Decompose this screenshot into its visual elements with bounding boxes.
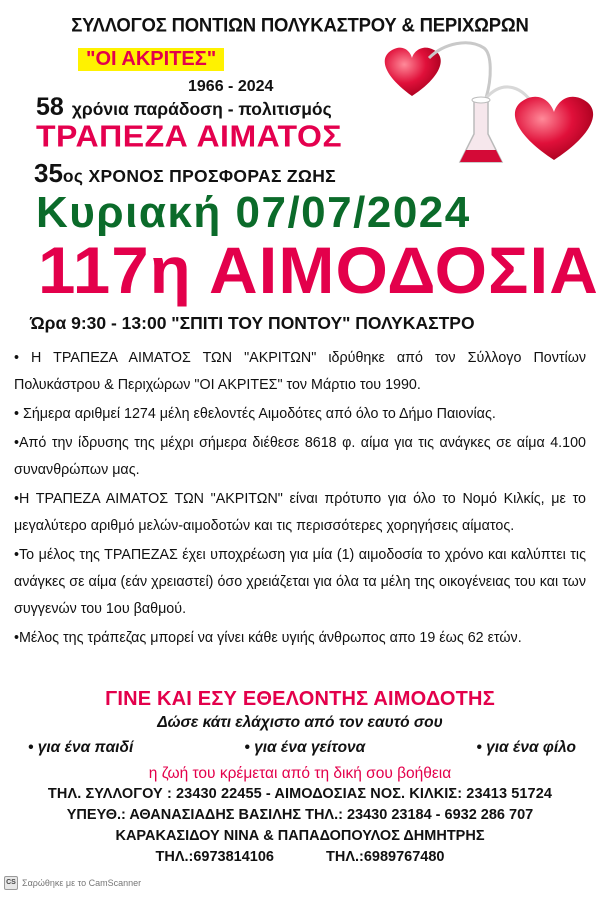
contact-line-1: ΤΗΛ. ΣΥΛΛΟΓΟΥ : 23430 22455 - ΑΙΜΟΔΟΣΙΑΣ ΝΟΣ. ΚΙΛΚΙΣ: 23413 51724	[47, 786, 553, 802]
bullet-item: •Από την ίδρυσης της μέχρι σήμερα διέθεσε 8618 φ. αίμα για τις ανάγκες σε αίμα 4.100 συνανθρώπων μας.	[14, 435, 586, 478]
tradition-number: 58	[36, 93, 64, 121]
event-time-place: Ώρα 9:30 - 13:00 "ΣΠΙΤΙ ΤΟΥ ΠΟΝΤΟΥ" ΠΟΛΥΚΑΣΤΡΟ	[30, 313, 475, 333]
tradition-line	[36, 93, 332, 122]
tradition-text: χρόνια παράδοση - πολιτισμός	[71, 99, 332, 119]
hearts-flask-icon	[374, 38, 600, 168]
for-item: • για ένα γείτονα	[244, 739, 366, 756]
for-list	[28, 739, 576, 757]
anniversary-suffix: ος	[62, 166, 84, 186]
scanner-watermark	[4, 876, 141, 890]
volunteer-call: ΓΙΝΕ ΚΑΙ ΕΣΥ ΕΘΕΛΟΝΤΗΣ ΑΙΜΟΔΟΤΗΣ	[105, 688, 495, 710]
phone-a: ΤΗΛ.:6973814106	[155, 849, 274, 865]
bullet-item: • Σήμερα αριθμεί 1274 μέλη εθελοντές Αιμοδότες από όλο το Δήμο Παιονίας.	[14, 406, 496, 422]
scanner-text: Σαρώθηκε με το CamScanner	[22, 878, 142, 888]
life-line: η ζωή του κρέμεται από τη δική σου βοήθεια	[148, 765, 452, 782]
contact-names: ΚΑΡΑΚΑΣΙΔΟΥ ΝΙΝΑ & ΠΑΠΑΔΟΠΟΥΛΟΣ ΔΗΜΗΤΡΗΣ	[115, 828, 485, 844]
contact-phones	[0, 849, 600, 865]
anniversary-number: 35	[34, 158, 63, 188]
bullet-item: •Το μέλος της ΤΡΑΠΕΖΑΣ έχει υποχρέωση για μία (1) αιμοδοσία το χρόνο και καλύπτει τις ανάγκες σε αίμα (εάν χρειαστεί) όσο χρειάζεται για όλα τα μέλη της οικογένειας του και των συγγενών του 1ου βαθμού.	[14, 547, 586, 617]
years-range: 1966 - 2024	[188, 78, 274, 95]
bullet-item: •Μέλος της τράπεζας μπορεί να γίνει κάθε υγιής άνθρωπος απο 19 έως 62 ετών.	[14, 630, 522, 646]
event-title: 117η ΑΙΜΟΔΟΣΙΑ	[38, 233, 599, 307]
bullet-item: • Η ΤΡΑΠΕΖΑ ΑΙΜΑΤΟΣ ΤΩΝ "ΑΚΡΙΤΩΝ" ιδρύθηκε από τον Σύλλογο Ποντίων Πολυκάστρου & Περιχώρων "ΟΙ ΑΚΡΙΤΕΣ" τον Μάρτιο του 1990.	[14, 350, 586, 393]
give-line: Δώσε κάτι ελάχιστο από τον εαυτό σου	[157, 714, 443, 731]
camscanner-icon: CS	[4, 876, 18, 890]
for-item: • για ένα φίλο	[476, 739, 576, 756]
association-title: ΣΥΛΛΟΓΟΣ ΠΟΝΤΙΩΝ ΠΟΛΥΚΑΣΤΡΟΥ & ΠΕΡΙΧΩΡΩΝ	[71, 13, 529, 36]
info-bullets	[14, 345, 586, 654]
blood-bank-title: ΤΡΑΠΕΖΑ ΑΙΜΑΤΟΣ	[36, 118, 343, 154]
event-date: Κυριακή 07/07/2024	[36, 188, 471, 237]
anniversary-line	[34, 158, 336, 189]
for-item: • για ένα παιδί	[28, 739, 134, 756]
contact-line-2: ΥΠΕΥΘ.: ΑΘΑΝΑΣΙΑΔΗΣ ΒΑΣΙΛΗΣ ΤΗΛ.: 23430 23184 - 6932 286 707	[66, 807, 534, 823]
phone-b: ΤΗΛ.:6989767480	[326, 849, 445, 865]
association-name: "ΟΙ ΑΚΡΙΤΕΣ"	[78, 48, 224, 71]
bullet-item: •Η ΤΡΑΠΕΖΑ ΑΙΜΑΤΟΣ ΤΩΝ "ΑΚΡΙΤΩΝ" είναι πρότυπο για όλο το Νομό Κιλκίς, με το μεγαλύτερο αριθμό μελών-αιμοδοτών και τις περισσότερες χορηγήσεις αίματος.	[14, 491, 586, 534]
anniversary-text: ΧΡΟΝΟΣ ΠΡΟΣΦΟΡΑΣ ΖΩΗΣ	[83, 166, 336, 186]
